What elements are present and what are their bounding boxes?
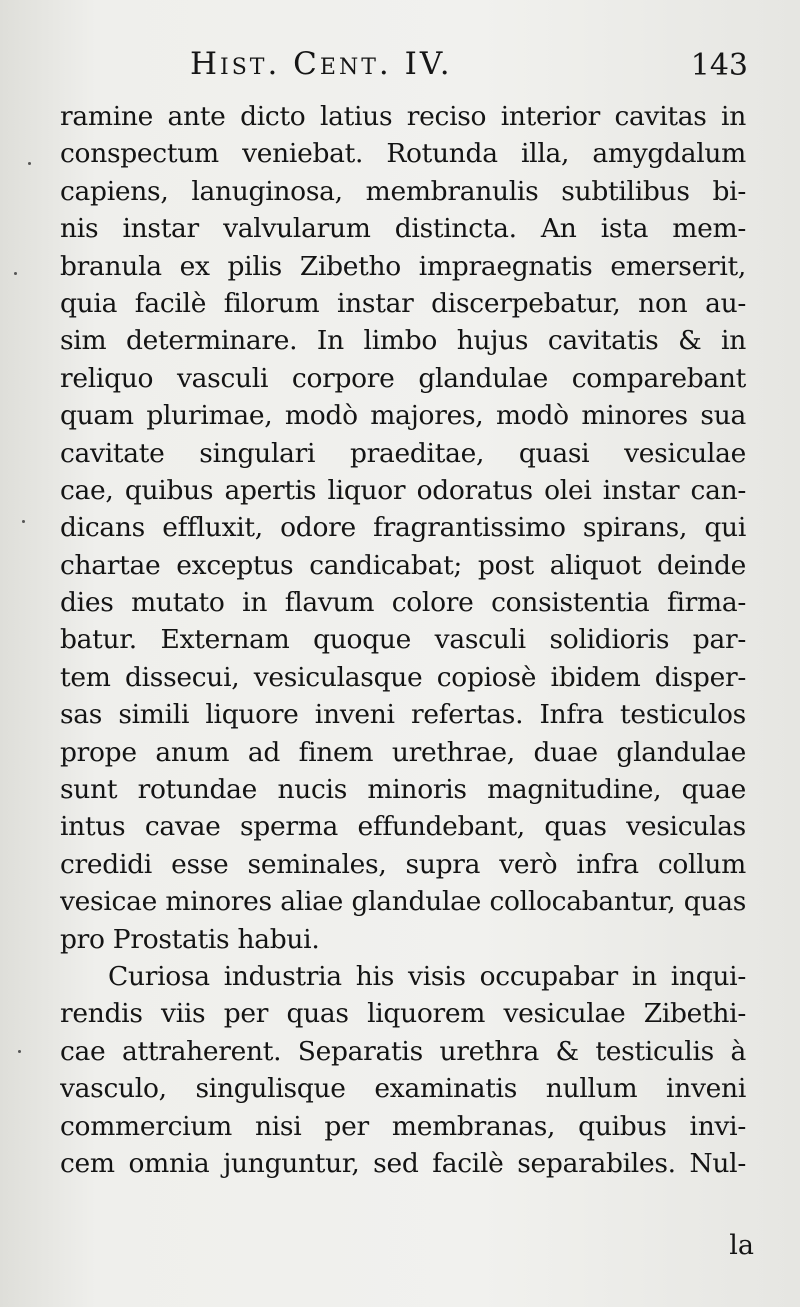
text-line: dicans effluxit, odore fragrantissimo spirans, qui [60,512,746,544]
text-line: sim determinare. In limbo hujus cavitatis & in [60,325,746,357]
text-line: vasculo, singulisque examinatis nullum inveni [60,1073,746,1105]
text-line: sunt rotundae nucis minoris magnitudine, quae [60,774,746,806]
running-head: Hist. Cent. IV. [190,46,453,82]
text-line: chartae exceptus candicabat; post aliquot deinde [60,549,746,581]
page-edge-mark [0,600,52,862]
text-line: capiens, lanuginosa, membranulis subtilibus bi- [60,175,746,207]
page-number: 143 [690,48,748,83]
ink-speck [18,1050,21,1053]
text-line: cae, quibus apertis liquor odoratus olei instar can- [60,474,746,506]
text-line: commercium nisi per membranas, quibus invi- [60,1110,746,1142]
text-line: ramine ante dicto latius reciso interior cavitas in [60,101,746,132]
paragraph-start-line: Curiosa industria his visis occupabar in inqui- [108,960,746,992]
text-line: intus cavae sperma effundebant, quas vesiculas [60,811,746,843]
text-line: cem omnia junguntur, sed facilè separabiles. Nul- [60,1147,746,1179]
page-header [190,40,748,90]
text-line: tem dissecui, vesiculasque copiosè ibidem disper- [60,661,746,693]
text-line: prope anum ad finem urethrae, duae glandulae [60,736,746,768]
text-line: vesicae minores aliae glandulae collocabantur, quas [60,886,746,918]
text-line: cae attraherent. Separatis urethra & testiculis à [60,1035,746,1067]
text-line: rendis viis per quas liquorem vesiculae Zibethi- [60,998,746,1030]
ink-speck [28,162,31,165]
text-line: pro Prostatis habui. [60,923,320,955]
text-line: dies mutato in flavum colore consistentia firma- [60,587,746,619]
catchword: la [729,1230,754,1261]
text-line: conspectum veniebat. Rotunda illa, amygdalum [60,138,746,170]
text-line: reliquo vasculi corpore glandulae comparebant [60,362,746,394]
text-line: quam plurimae, modò majores, modò minores sua [60,400,746,432]
body-text [60,98,746,1182]
text-line: nis instar valvularum distincta. An ista mem- [60,213,746,245]
text-line: branula ex pilis Zibetho impraegnatis emerserit, [60,250,746,282]
ink-speck [14,272,17,275]
text-line: sas simili liquore inveni refertas. Infra testiculos [60,699,746,731]
text-line: cavitate singulari praeditae, quasi vesiculae [60,437,746,469]
text-line: batur. Externam quoque vasculi solidioris par- [60,624,746,656]
text-line: credidi esse seminales, supra verò infra collum [60,848,746,880]
ink-speck [22,520,25,523]
text-line: quia facilè filorum instar discerpebatur, non au- [60,287,746,319]
